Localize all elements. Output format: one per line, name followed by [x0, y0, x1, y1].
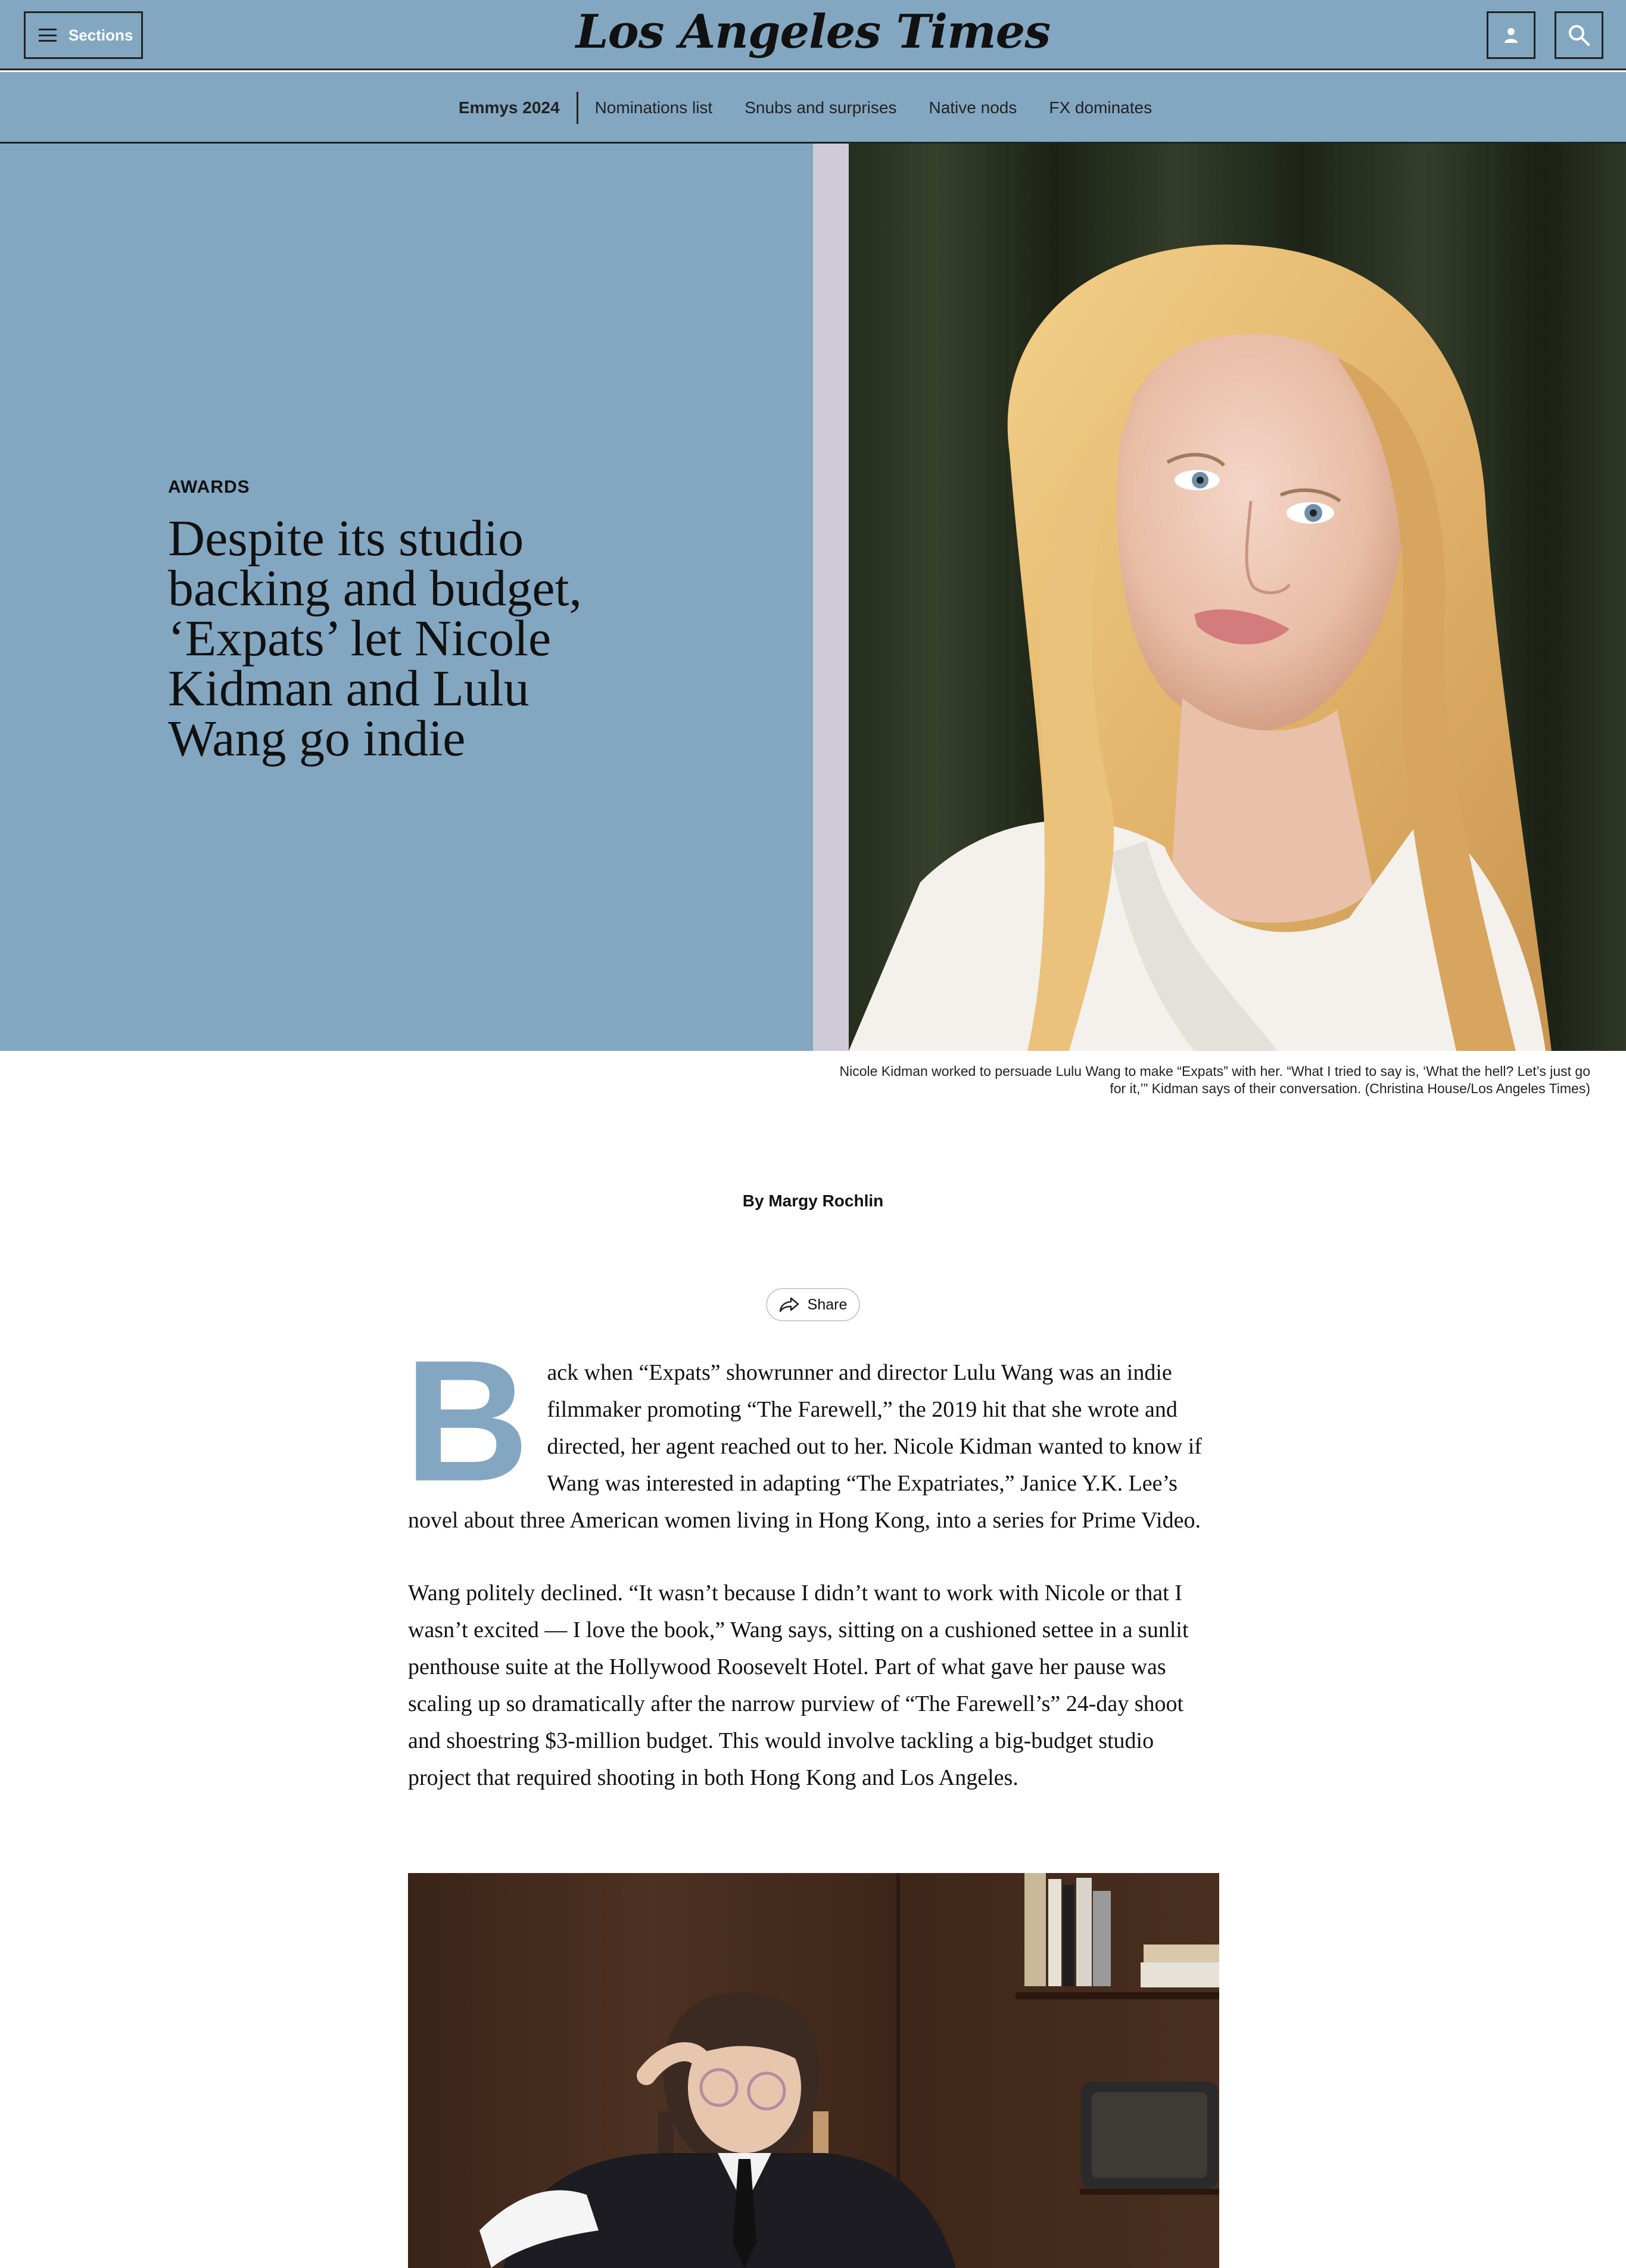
article-byline[interactable]: By Margy Rochlin [742, 1191, 884, 1210]
user-icon [1502, 26, 1520, 44]
article-inline-photo [408, 1873, 1219, 2268]
subnav-lead-emmys-2024[interactable]: Emmys 2024 [459, 92, 578, 124]
hero-portrait-photo [813, 144, 1626, 1051]
article-headline: Despite its studio backing and budget, ‘Expats’ let Nicole Kidman and Lulu Wang go indie [168, 509, 582, 767]
share-label: Share [807, 1296, 848, 1313]
hero-text-panel [0, 144, 813, 1051]
subnav-item-fx-dominates[interactable]: FX dominates [1049, 98, 1152, 117]
drop-cap: B [404, 1324, 529, 1517]
share-arrow-icon [779, 1297, 799, 1312]
article-paragraph-2: Wang politely declined. “It wasn’t because I didn’t want to work with Nicole or that I wasn’t excited — I love the book,” Wang says, sitting on a cushioned settee in a sunlit penthouse suite at the Hollywood Roosevelt Hotel. Part of what gave her pause was scaling up so dramatically after the narrow purview of “The Farewell’s” 24-day shoot and shoestring $3-million budget. This would involve tackling a big-budget studio project that required shooting in both Hong Kong and Los Angeles. [408, 1581, 1189, 1790]
topic-subnav [0, 72, 1626, 144]
search-button[interactable] [1555, 11, 1603, 59]
account-button[interactable] [1487, 11, 1535, 59]
hero-photo-caption: Nicole Kidman worked to persuade Lulu Wang to make “Expats” with her. “What I tried to say is, ‘What the hell? Let’s just go for it,’” Kidman says of their conversation. (Christina House/Los Angeles Times) [839, 1063, 1590, 1096]
subnav-item-native-nods[interactable]: Native nods [929, 98, 1017, 117]
article-body [404, 1324, 1219, 1832]
paragraph-1-text: ack when “Expats” showrunner and director Lulu Wang was an indie filmmaker promoting “The Farewell,” the 2019 hit that she wrote and directed, her agent reached out to her. Nicole Kidman wanted to know if Wang was interested in adapting “The Expatriates,” Janice Y.K. Lee’s novel about three American women living in Hong Kong, into a series for Prime Video. [408, 1360, 1202, 1533]
article-paragraph-1 [404, 1324, 1219, 1539]
subnav-item-nominations-list[interactable]: Nominations list [594, 98, 713, 117]
share-button[interactable] [766, 1288, 860, 1321]
site-logo[interactable]: Los Angeles Times [575, 5, 1051, 59]
sections-label: Sections [68, 26, 133, 44]
search-icon [1567, 23, 1591, 47]
subnav-item-snubs-and-surprises[interactable]: Snubs and surprises [745, 98, 897, 117]
site-header [0, 0, 1626, 70]
section-kicker[interactable]: AWARDS [168, 477, 250, 497]
